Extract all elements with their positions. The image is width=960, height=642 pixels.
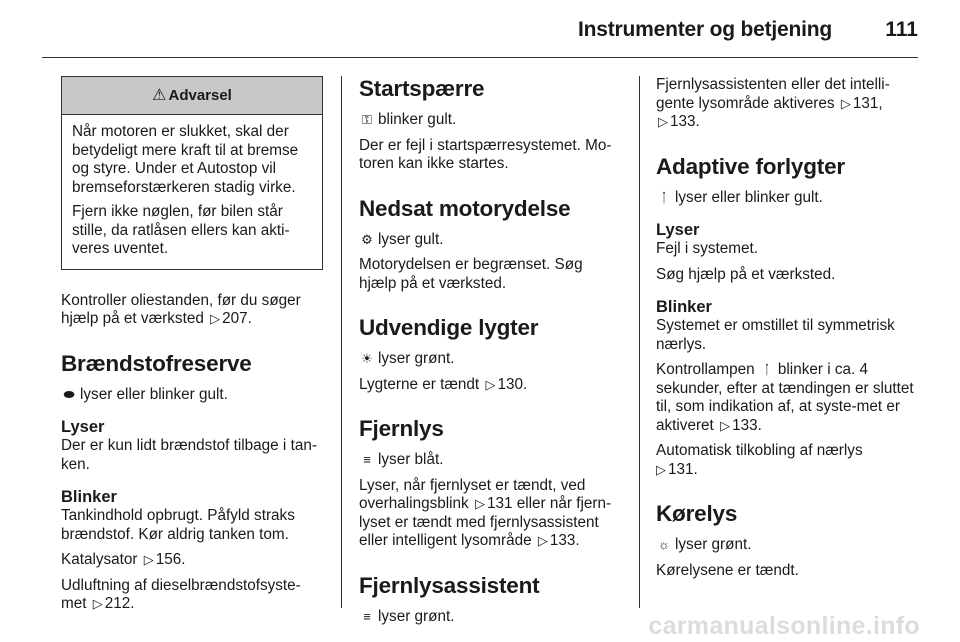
body-paragraph: Kørelysene er tændt. [656, 561, 799, 579]
section-heading: Udvendige lygter [359, 315, 539, 340]
reference-arrow-icon: ▷ [537, 533, 548, 548]
adaptive-headlight-icon: ᛙ [762, 362, 771, 377]
subheading: Lyser [656, 221, 700, 239]
subheading: Blinker [61, 488, 117, 506]
body-paragraph: Katalysator ▷ 156. [61, 551, 186, 568]
warning-header [62, 77, 322, 115]
indicator-line: ⚙ lyser gult. [359, 231, 624, 250]
indicator-line: ☼ lyser grønt. [656, 536, 921, 555]
high-beam-icon: ≡ [363, 452, 371, 467]
body-paragraph: Systemet er omstillet til symmetrisk nærlys. [656, 317, 895, 353]
indicator-line: ᛙ lyser eller blinker gult. [656, 189, 921, 208]
body-paragraph: Lyser, når fjernlyset er tændt, ved overhalingsblink ▷ 131 eller når fjern-lyset er tændt med fjernlysassistent eller intelligent lysområde ▷ 133. [359, 476, 612, 549]
reference-arrow-icon: ▷ [485, 376, 496, 392]
reference-arrow-icon: ▷ [92, 596, 103, 611]
indicator-line: ≡ lyser grønt. [359, 608, 624, 627]
subheading: Blinker [656, 298, 712, 316]
daytime-running-light-icon: ☼ [658, 537, 670, 552]
page-header [0, 0, 960, 58]
reference-arrow-icon: ▷ [658, 114, 668, 129]
page-reference: 131. [668, 460, 698, 478]
page-reference: 156. [155, 551, 186, 568]
body-paragraph: Motorydelsen er begrænset. Søg hjælp på et værksted. [359, 256, 583, 292]
warning-title: Advarsel [168, 87, 232, 104]
body-paragraph: Kontrollampen ᛙ blinker i ca. 4 sekunder, efter at tændingen er sluttet til, som indikation af, at syste-met er aktiveret ▷ 133. [656, 361, 914, 434]
indicator-line: ⬬ lyser eller blinker gult. [61, 386, 323, 405]
body-paragraph: Fejl i systemet. [656, 240, 758, 257]
reference-arrow-icon: ▷ [210, 311, 221, 326]
body-paragraph: Der er fejl i startspærresystemet. Mo-toren kan ikke startes. [359, 136, 612, 172]
column-divider [639, 76, 640, 608]
page-reference: 133. [732, 416, 762, 434]
section-heading: Brændstofreserve [61, 350, 252, 376]
high-beam-assist-icon: ≡ [363, 608, 371, 624]
reference-arrow-icon: ▷ [474, 496, 485, 511]
watermark: carmanualsonline.info [648, 612, 920, 640]
page-reference: 130. [497, 375, 528, 393]
exterior-lights-icon: ☀ [361, 351, 373, 366]
header-rule [42, 57, 918, 58]
section-heading: Adaptive forlygter [656, 153, 845, 179]
page-reference: 131, [852, 94, 883, 112]
warning-paragraph: Når motoren er slukket, skal der betydeligt mere kraft til at bremse og styre. Under et Autostop vil bremseforstærkeren stadig virke. [72, 123, 299, 196]
body-paragraph: Automatisk tilkobling af nærlys ▷ 131. [656, 442, 863, 478]
warning-paragraph: Fjern ikke nøglen, før bilen står stille, da ratlåsen ellers kan akti-veres uventet. [72, 203, 290, 257]
section-heading: Fjernlys [359, 416, 444, 441]
adaptive-headlight-icon: ᛙ [660, 189, 668, 205]
body-paragraph: Fjernlysassistenten eller det intelli-gente lysområde aktiveres ▷ 131, ▷ 133. [656, 76, 890, 130]
reference-arrow-icon: ▷ [143, 552, 154, 567]
page-reference: 133. [549, 532, 580, 549]
indicator-line: ☀ lyser grønt. [359, 350, 624, 369]
column-1 [61, 76, 323, 621]
reference-arrow-icon: ▷ [720, 417, 731, 433]
subheading: Lyser [61, 418, 105, 436]
warning-body [62, 115, 322, 269]
page-number: 111 [885, 18, 918, 41]
body-paragraph: Udluftning af dieselbrændstofsyste-met ▷ 212. [61, 576, 301, 612]
body-paragraph: Der er kun lidt brændstof tilbage i tan-ken. [61, 437, 317, 473]
fuel-drop-icon: ⬬ [63, 386, 75, 402]
column-divider [341, 76, 342, 608]
section-heading: Startspærre [359, 76, 485, 101]
body-paragraph: Tankindhold opbrugt. Påfyld straks brændstof. Kør aldrig tanken tom. [61, 507, 295, 543]
column-2 [359, 76, 624, 633]
section-heading: Nedsat motorydelse [359, 195, 571, 221]
warning-triangle-icon: ⚠ [152, 87, 167, 104]
car-key-icon: ⚿ [362, 112, 372, 127]
page-reference: 207. [222, 310, 252, 327]
oil-check-paragraph: Kontroller oliestanden, før du søger hjælp på et værksted ▷ 207. [61, 291, 301, 327]
page-reference: 212. [104, 595, 135, 612]
reference-arrow-icon: ▷ [656, 461, 666, 477]
page-title: Instrumenter og betjening [577, 18, 832, 41]
section-heading: Kørelys [656, 501, 738, 526]
indicator-line: ⚿ blinker gult. [359, 111, 624, 130]
body-paragraph: Lygterne er tændt ▷ 130. [359, 375, 528, 393]
reference-arrow-icon: ▷ [840, 95, 851, 111]
warning-box [61, 76, 323, 270]
engine-power-icon: ⚙ [361, 231, 373, 247]
column-3 [656, 76, 921, 587]
body-paragraph: Søg hjælp på et værksted. [656, 265, 836, 283]
page-reference: 133. [670, 113, 700, 130]
section-heading: Fjernlysassistent [359, 572, 540, 598]
indicator-line: ≡ lyser blåt. [359, 451, 624, 470]
